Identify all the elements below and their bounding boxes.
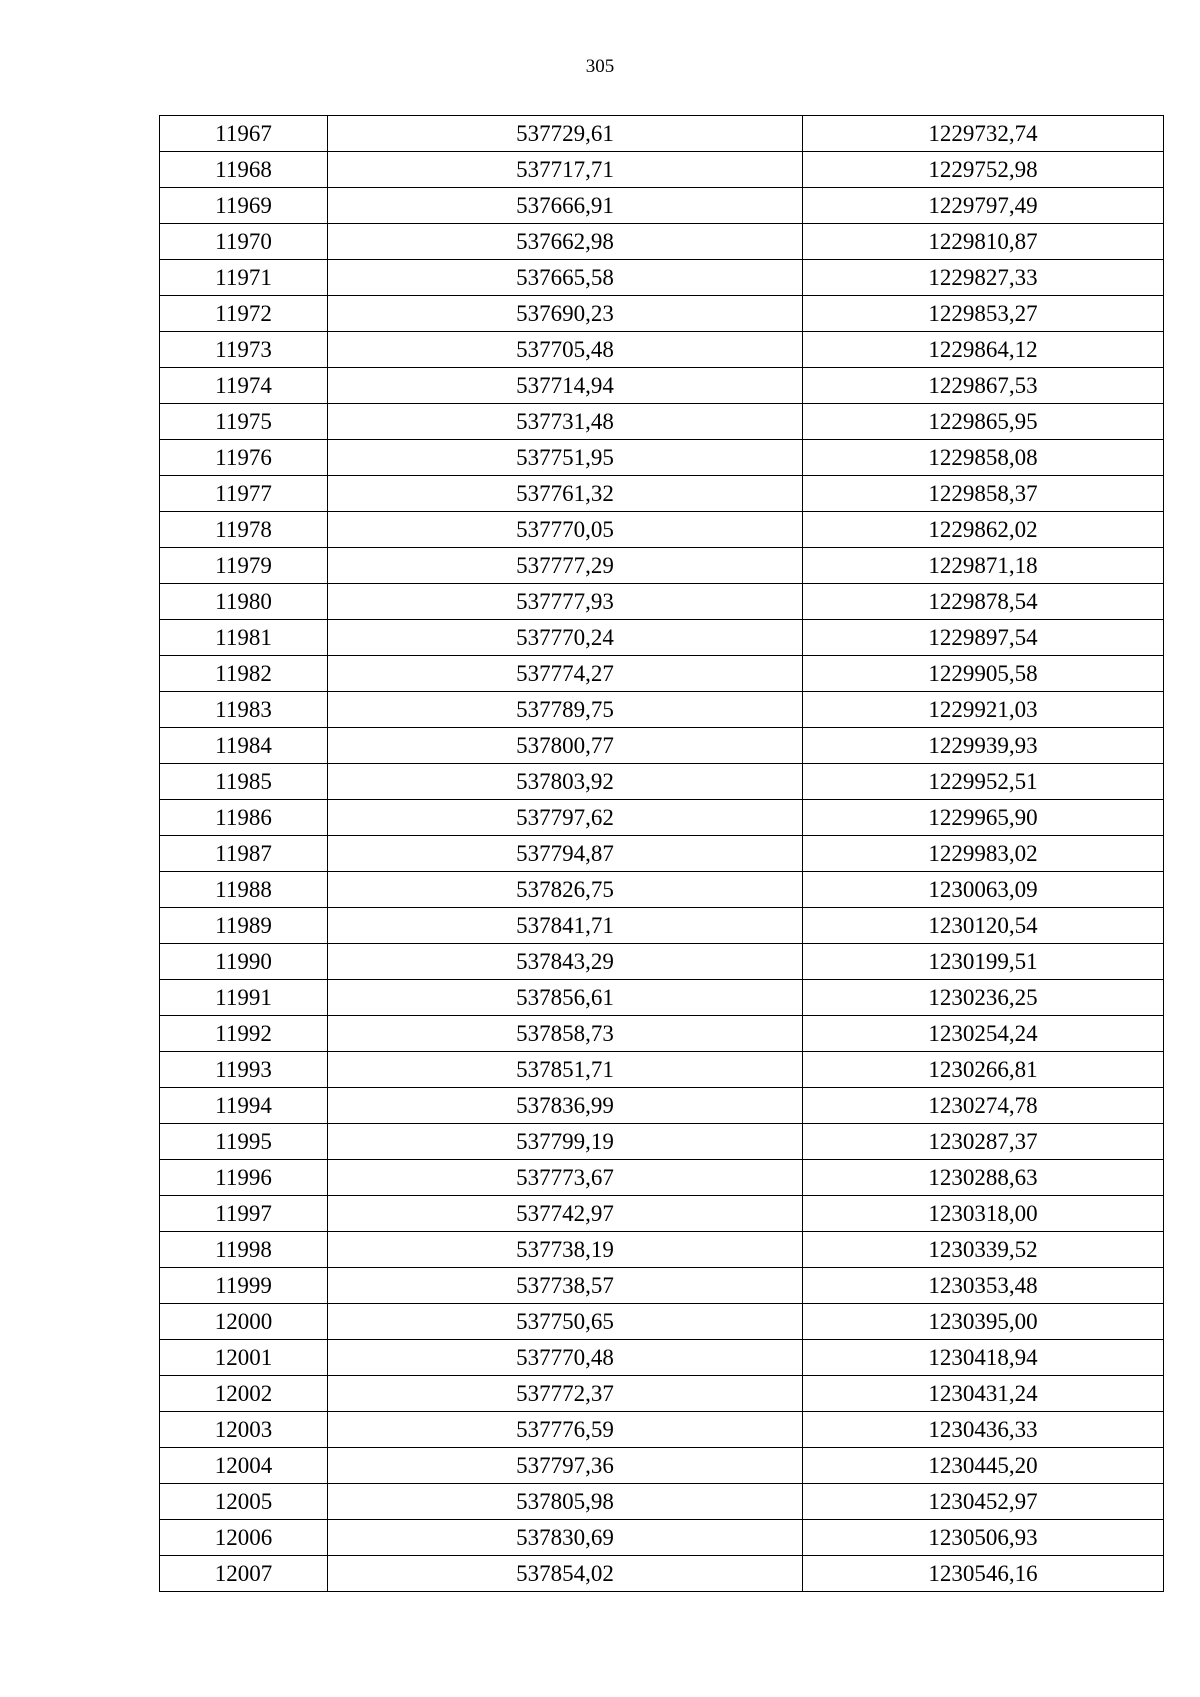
y-coordinate-cell: 1230546,16 [803, 1556, 1164, 1592]
x-coordinate-cell: 537742,97 [328, 1196, 803, 1232]
table-row [160, 800, 1164, 836]
x-coordinate-cell: 537841,71 [328, 908, 803, 944]
coordinates-table-body [160, 116, 1164, 1592]
table-row [160, 116, 1164, 152]
y-coordinate-cell: 1230452,97 [803, 1484, 1164, 1520]
table-row [160, 1268, 1164, 1304]
x-coordinate-cell: 537738,57 [328, 1268, 803, 1304]
x-coordinate-cell: 537665,58 [328, 260, 803, 296]
y-coordinate-cell: 1230287,37 [803, 1124, 1164, 1160]
x-coordinate-cell: 537751,95 [328, 440, 803, 476]
x-coordinate-cell: 537705,48 [328, 332, 803, 368]
point-number-cell: 12001 [160, 1340, 328, 1376]
table-row [160, 1340, 1164, 1376]
point-number-cell: 11981 [160, 620, 328, 656]
table-row [160, 1160, 1164, 1196]
table-row [160, 1088, 1164, 1124]
y-coordinate-cell: 1230254,24 [803, 1016, 1164, 1052]
x-coordinate-cell: 537797,62 [328, 800, 803, 836]
point-number-cell: 11974 [160, 368, 328, 404]
y-coordinate-cell: 1230418,94 [803, 1340, 1164, 1376]
x-coordinate-cell: 537851,71 [328, 1052, 803, 1088]
x-coordinate-cell: 537856,61 [328, 980, 803, 1016]
table-row [160, 404, 1164, 440]
point-number-cell: 12006 [160, 1520, 328, 1556]
point-number-cell: 11971 [160, 260, 328, 296]
table-row [160, 512, 1164, 548]
point-number-cell: 11992 [160, 1016, 328, 1052]
table-row [160, 260, 1164, 296]
y-coordinate-cell: 1229871,18 [803, 548, 1164, 584]
point-number-cell: 11991 [160, 980, 328, 1016]
x-coordinate-cell: 537799,19 [328, 1124, 803, 1160]
y-coordinate-cell: 1229865,95 [803, 404, 1164, 440]
y-coordinate-cell: 1230063,09 [803, 872, 1164, 908]
table-row [160, 1520, 1164, 1556]
y-coordinate-cell: 1229797,49 [803, 188, 1164, 224]
y-coordinate-cell: 1230506,93 [803, 1520, 1164, 1556]
table-row [160, 476, 1164, 512]
point-number-cell: 12003 [160, 1412, 328, 1448]
table-row [160, 1484, 1164, 1520]
table-row [160, 764, 1164, 800]
x-coordinate-cell: 537836,99 [328, 1088, 803, 1124]
point-number-cell: 11972 [160, 296, 328, 332]
y-coordinate-cell: 1230199,51 [803, 944, 1164, 980]
table-row [160, 224, 1164, 260]
table-row [160, 368, 1164, 404]
table-row [160, 1124, 1164, 1160]
y-coordinate-cell: 1229858,08 [803, 440, 1164, 476]
table-row [160, 944, 1164, 980]
y-coordinate-cell: 1229810,87 [803, 224, 1164, 260]
y-coordinate-cell: 1230120,54 [803, 908, 1164, 944]
y-coordinate-cell: 1229752,98 [803, 152, 1164, 188]
point-number-cell: 11980 [160, 584, 328, 620]
x-coordinate-cell: 537773,67 [328, 1160, 803, 1196]
table-row [160, 1232, 1164, 1268]
point-number-cell: 11979 [160, 548, 328, 584]
x-coordinate-cell: 537858,73 [328, 1016, 803, 1052]
x-coordinate-cell: 537761,32 [328, 476, 803, 512]
table-row [160, 872, 1164, 908]
y-coordinate-cell: 1229867,53 [803, 368, 1164, 404]
x-coordinate-cell: 537731,48 [328, 404, 803, 440]
point-number-cell: 12007 [160, 1556, 328, 1592]
table-row [160, 908, 1164, 944]
y-coordinate-cell: 1229853,27 [803, 296, 1164, 332]
x-coordinate-cell: 537777,93 [328, 584, 803, 620]
x-coordinate-cell: 537774,27 [328, 656, 803, 692]
y-coordinate-cell: 1230353,48 [803, 1268, 1164, 1304]
table-row [160, 440, 1164, 476]
x-coordinate-cell: 537690,23 [328, 296, 803, 332]
point-number-cell: 11986 [160, 800, 328, 836]
x-coordinate-cell: 537843,29 [328, 944, 803, 980]
x-coordinate-cell: 537738,19 [328, 1232, 803, 1268]
y-coordinate-cell: 1230436,33 [803, 1412, 1164, 1448]
point-number-cell: 11993 [160, 1052, 328, 1088]
table-row [160, 1556, 1164, 1592]
table-row [160, 656, 1164, 692]
table-row [160, 296, 1164, 332]
y-coordinate-cell: 1229965,90 [803, 800, 1164, 836]
y-coordinate-cell: 1229983,02 [803, 836, 1164, 872]
point-number-cell: 11978 [160, 512, 328, 548]
x-coordinate-cell: 537794,87 [328, 836, 803, 872]
table-row [160, 548, 1164, 584]
table-row [160, 1016, 1164, 1052]
y-coordinate-cell: 1229921,03 [803, 692, 1164, 728]
x-coordinate-cell: 537777,29 [328, 548, 803, 584]
point-number-cell: 11970 [160, 224, 328, 260]
y-coordinate-cell: 1229864,12 [803, 332, 1164, 368]
table-row [160, 728, 1164, 764]
y-coordinate-cell: 1229952,51 [803, 764, 1164, 800]
point-number-cell: 11967 [160, 116, 328, 152]
x-coordinate-cell: 537830,69 [328, 1520, 803, 1556]
x-coordinate-cell: 537770,24 [328, 620, 803, 656]
x-coordinate-cell: 537750,65 [328, 1304, 803, 1340]
coordinates-table [159, 115, 1164, 1592]
y-coordinate-cell: 1229939,93 [803, 728, 1164, 764]
point-number-cell: 11982 [160, 656, 328, 692]
x-coordinate-cell: 537714,94 [328, 368, 803, 404]
y-coordinate-cell: 1230288,63 [803, 1160, 1164, 1196]
y-coordinate-cell: 1229732,74 [803, 116, 1164, 152]
table-row [160, 836, 1164, 872]
y-coordinate-cell: 1229878,54 [803, 584, 1164, 620]
x-coordinate-cell: 537776,59 [328, 1412, 803, 1448]
y-coordinate-cell: 1229827,33 [803, 260, 1164, 296]
point-number-cell: 11988 [160, 872, 328, 908]
table-row [160, 1448, 1164, 1484]
point-number-cell: 11999 [160, 1268, 328, 1304]
point-number-cell: 11987 [160, 836, 328, 872]
x-coordinate-cell: 537666,91 [328, 188, 803, 224]
table-row [160, 188, 1164, 224]
point-number-cell: 11976 [160, 440, 328, 476]
point-number-cell: 11985 [160, 764, 328, 800]
point-number-cell: 11998 [160, 1232, 328, 1268]
table-row [160, 1052, 1164, 1088]
point-number-cell: 11994 [160, 1088, 328, 1124]
point-number-cell: 11975 [160, 404, 328, 440]
y-coordinate-cell: 1229858,37 [803, 476, 1164, 512]
x-coordinate-cell: 537826,75 [328, 872, 803, 908]
table-row [160, 1376, 1164, 1412]
x-coordinate-cell: 537805,98 [328, 1484, 803, 1520]
x-coordinate-cell: 537662,98 [328, 224, 803, 260]
point-number-cell: 11983 [160, 692, 328, 728]
point-number-cell: 11969 [160, 188, 328, 224]
y-coordinate-cell: 1230339,52 [803, 1232, 1164, 1268]
y-coordinate-cell: 1230445,20 [803, 1448, 1164, 1484]
x-coordinate-cell: 537770,48 [328, 1340, 803, 1376]
table-row [160, 692, 1164, 728]
point-number-cell: 11997 [160, 1196, 328, 1232]
y-coordinate-cell: 1230266,81 [803, 1052, 1164, 1088]
point-number-cell: 11990 [160, 944, 328, 980]
point-number-cell: 11968 [160, 152, 328, 188]
x-coordinate-cell: 537729,61 [328, 116, 803, 152]
table-row [160, 620, 1164, 656]
point-number-cell: 11977 [160, 476, 328, 512]
point-number-cell: 12005 [160, 1484, 328, 1520]
y-coordinate-cell: 1230274,78 [803, 1088, 1164, 1124]
y-coordinate-cell: 1230395,00 [803, 1304, 1164, 1340]
x-coordinate-cell: 537772,37 [328, 1376, 803, 1412]
table-row [160, 980, 1164, 1016]
y-coordinate-cell: 1230318,00 [803, 1196, 1164, 1232]
x-coordinate-cell: 537803,92 [328, 764, 803, 800]
y-coordinate-cell: 1230236,25 [803, 980, 1164, 1016]
page-number: 305 [585, 56, 615, 77]
x-coordinate-cell: 537770,05 [328, 512, 803, 548]
table-row [160, 152, 1164, 188]
x-coordinate-cell: 537717,71 [328, 152, 803, 188]
point-number-cell: 11996 [160, 1160, 328, 1196]
table-row [160, 1412, 1164, 1448]
point-number-cell: 12002 [160, 1376, 328, 1412]
point-number-cell: 11989 [160, 908, 328, 944]
table-row [160, 1196, 1164, 1232]
point-number-cell: 11984 [160, 728, 328, 764]
point-number-cell: 11973 [160, 332, 328, 368]
y-coordinate-cell: 1229905,58 [803, 656, 1164, 692]
point-number-cell: 12000 [160, 1304, 328, 1340]
y-coordinate-cell: 1229897,54 [803, 620, 1164, 656]
table-row [160, 332, 1164, 368]
x-coordinate-cell: 537797,36 [328, 1448, 803, 1484]
x-coordinate-cell: 537854,02 [328, 1556, 803, 1592]
table-row [160, 584, 1164, 620]
x-coordinate-cell: 537800,77 [328, 728, 803, 764]
table-row [160, 1304, 1164, 1340]
y-coordinate-cell: 1230431,24 [803, 1376, 1164, 1412]
y-coordinate-cell: 1229862,02 [803, 512, 1164, 548]
point-number-cell: 12004 [160, 1448, 328, 1484]
x-coordinate-cell: 537789,75 [328, 692, 803, 728]
point-number-cell: 11995 [160, 1124, 328, 1160]
